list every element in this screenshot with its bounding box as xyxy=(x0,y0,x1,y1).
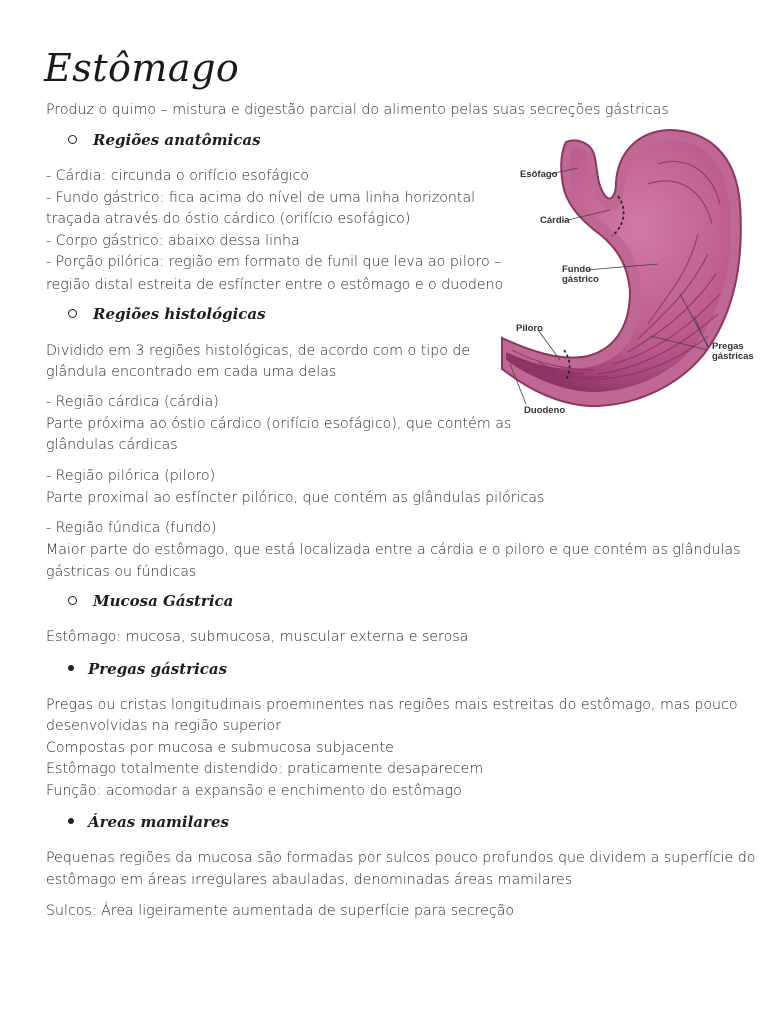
stomach-drawing xyxy=(498,124,760,416)
text-line: Sulcos: Área ligeiramente aumentada de superfície para secreção xyxy=(46,903,515,919)
section-heading-histologicas: Regiões histológicas xyxy=(68,305,266,323)
circle-bullet-icon xyxy=(68,596,77,605)
circle-bullet-icon xyxy=(68,309,77,318)
text-line: - Corpo gástrico: abaixo dessa linha xyxy=(46,233,300,249)
text-line: glândulas cárdicas xyxy=(46,437,178,453)
text-line: - Cárdia: circunda o orifício esofágico xyxy=(46,168,309,184)
disc-bullet-icon xyxy=(68,818,74,824)
text-line: Parte próxima ao óstio cárdico (orifício esofágico), que contém as xyxy=(46,416,512,432)
stomach-illustration xyxy=(498,124,760,416)
text-line: Estômago: mucosa, submucosa, muscular externa e serosa xyxy=(46,629,469,645)
section-heading-mucosa: Mucosa Gástrica xyxy=(68,592,233,610)
section-heading-areas: Áreas mamilares xyxy=(68,813,229,831)
text-line: - Porção pilórica: região em formato de funil que leva ao piloro – xyxy=(46,254,502,270)
page-title: Estômago xyxy=(44,46,240,90)
text-line: - Fundo gástrico: fica acima do nível de uma linha horizontal xyxy=(46,190,476,206)
text-line: gástricas ou fúndicas xyxy=(46,564,197,580)
text-line: Dividido em 3 regiões histológicas, de acordo com o tipo de xyxy=(46,343,471,359)
section-heading-pregas: Pregas gástricas xyxy=(68,660,227,678)
label-fundo-1: Fundo xyxy=(562,264,592,275)
text-line: Função: acomodar a expansão e enchimento do estômago xyxy=(46,783,462,799)
text-line: - Região fúndica (fundo) xyxy=(46,520,217,536)
text-line: região distal estreita de esfíncter entre o estômago e o duodeno xyxy=(46,277,504,293)
label-fundo-2: gástrico xyxy=(562,274,599,285)
disc-bullet-icon xyxy=(68,665,74,671)
text-line: Estômago totalmente distendido: praticamente desaparecem xyxy=(46,761,484,777)
label-esofago: Esôfago xyxy=(520,169,558,180)
text-line: Parte proximal ao esfíncter pilórico, que contém as glândulas pilóricas xyxy=(46,490,545,506)
intro-text: Produz o quimo – mistura e digestão parcial do alimento pelas suas secreções gástricas xyxy=(46,102,669,118)
circle-bullet-icon xyxy=(68,135,77,144)
label-piloro: Piloro xyxy=(516,323,543,334)
text-line: traçada através do óstio cárdico (orifício esofágico) xyxy=(46,211,411,227)
label-pregas-2: gástricas xyxy=(712,351,754,362)
label-pregas-1: Pregas xyxy=(712,341,744,352)
text-line: Pregas ou cristas longitudinais proeminentes nas regiões mais estreitas do estômago, mas pouco xyxy=(46,697,738,713)
text-line: Pequenas regiões da mucosa são formadas por sulcos pouco profundos que dividem a superfície do xyxy=(46,850,756,866)
text-line: glândula encontrado em cada uma delas xyxy=(46,364,337,380)
section-heading-anatomicas: Regiões anatômicas xyxy=(68,131,261,149)
text-line: Maior parte do estômago, que está localizada entre a cárdia e o piloro e que contém as glândulas xyxy=(46,542,741,558)
text-line: Compostas por mucosa e submucosa subjacente xyxy=(46,740,394,756)
text-line: desenvolvidas na região superior xyxy=(46,718,281,734)
label-duodeno: Duodeno xyxy=(524,405,566,416)
text-line: - Região cárdica (cárdia) xyxy=(46,394,219,410)
text-line: - Região pilórica (piloro) xyxy=(46,468,216,484)
text-line: estômago em áreas irregulares abauladas, denominadas áreas mamilares xyxy=(46,872,573,888)
label-cardia: Cárdia xyxy=(540,215,570,226)
